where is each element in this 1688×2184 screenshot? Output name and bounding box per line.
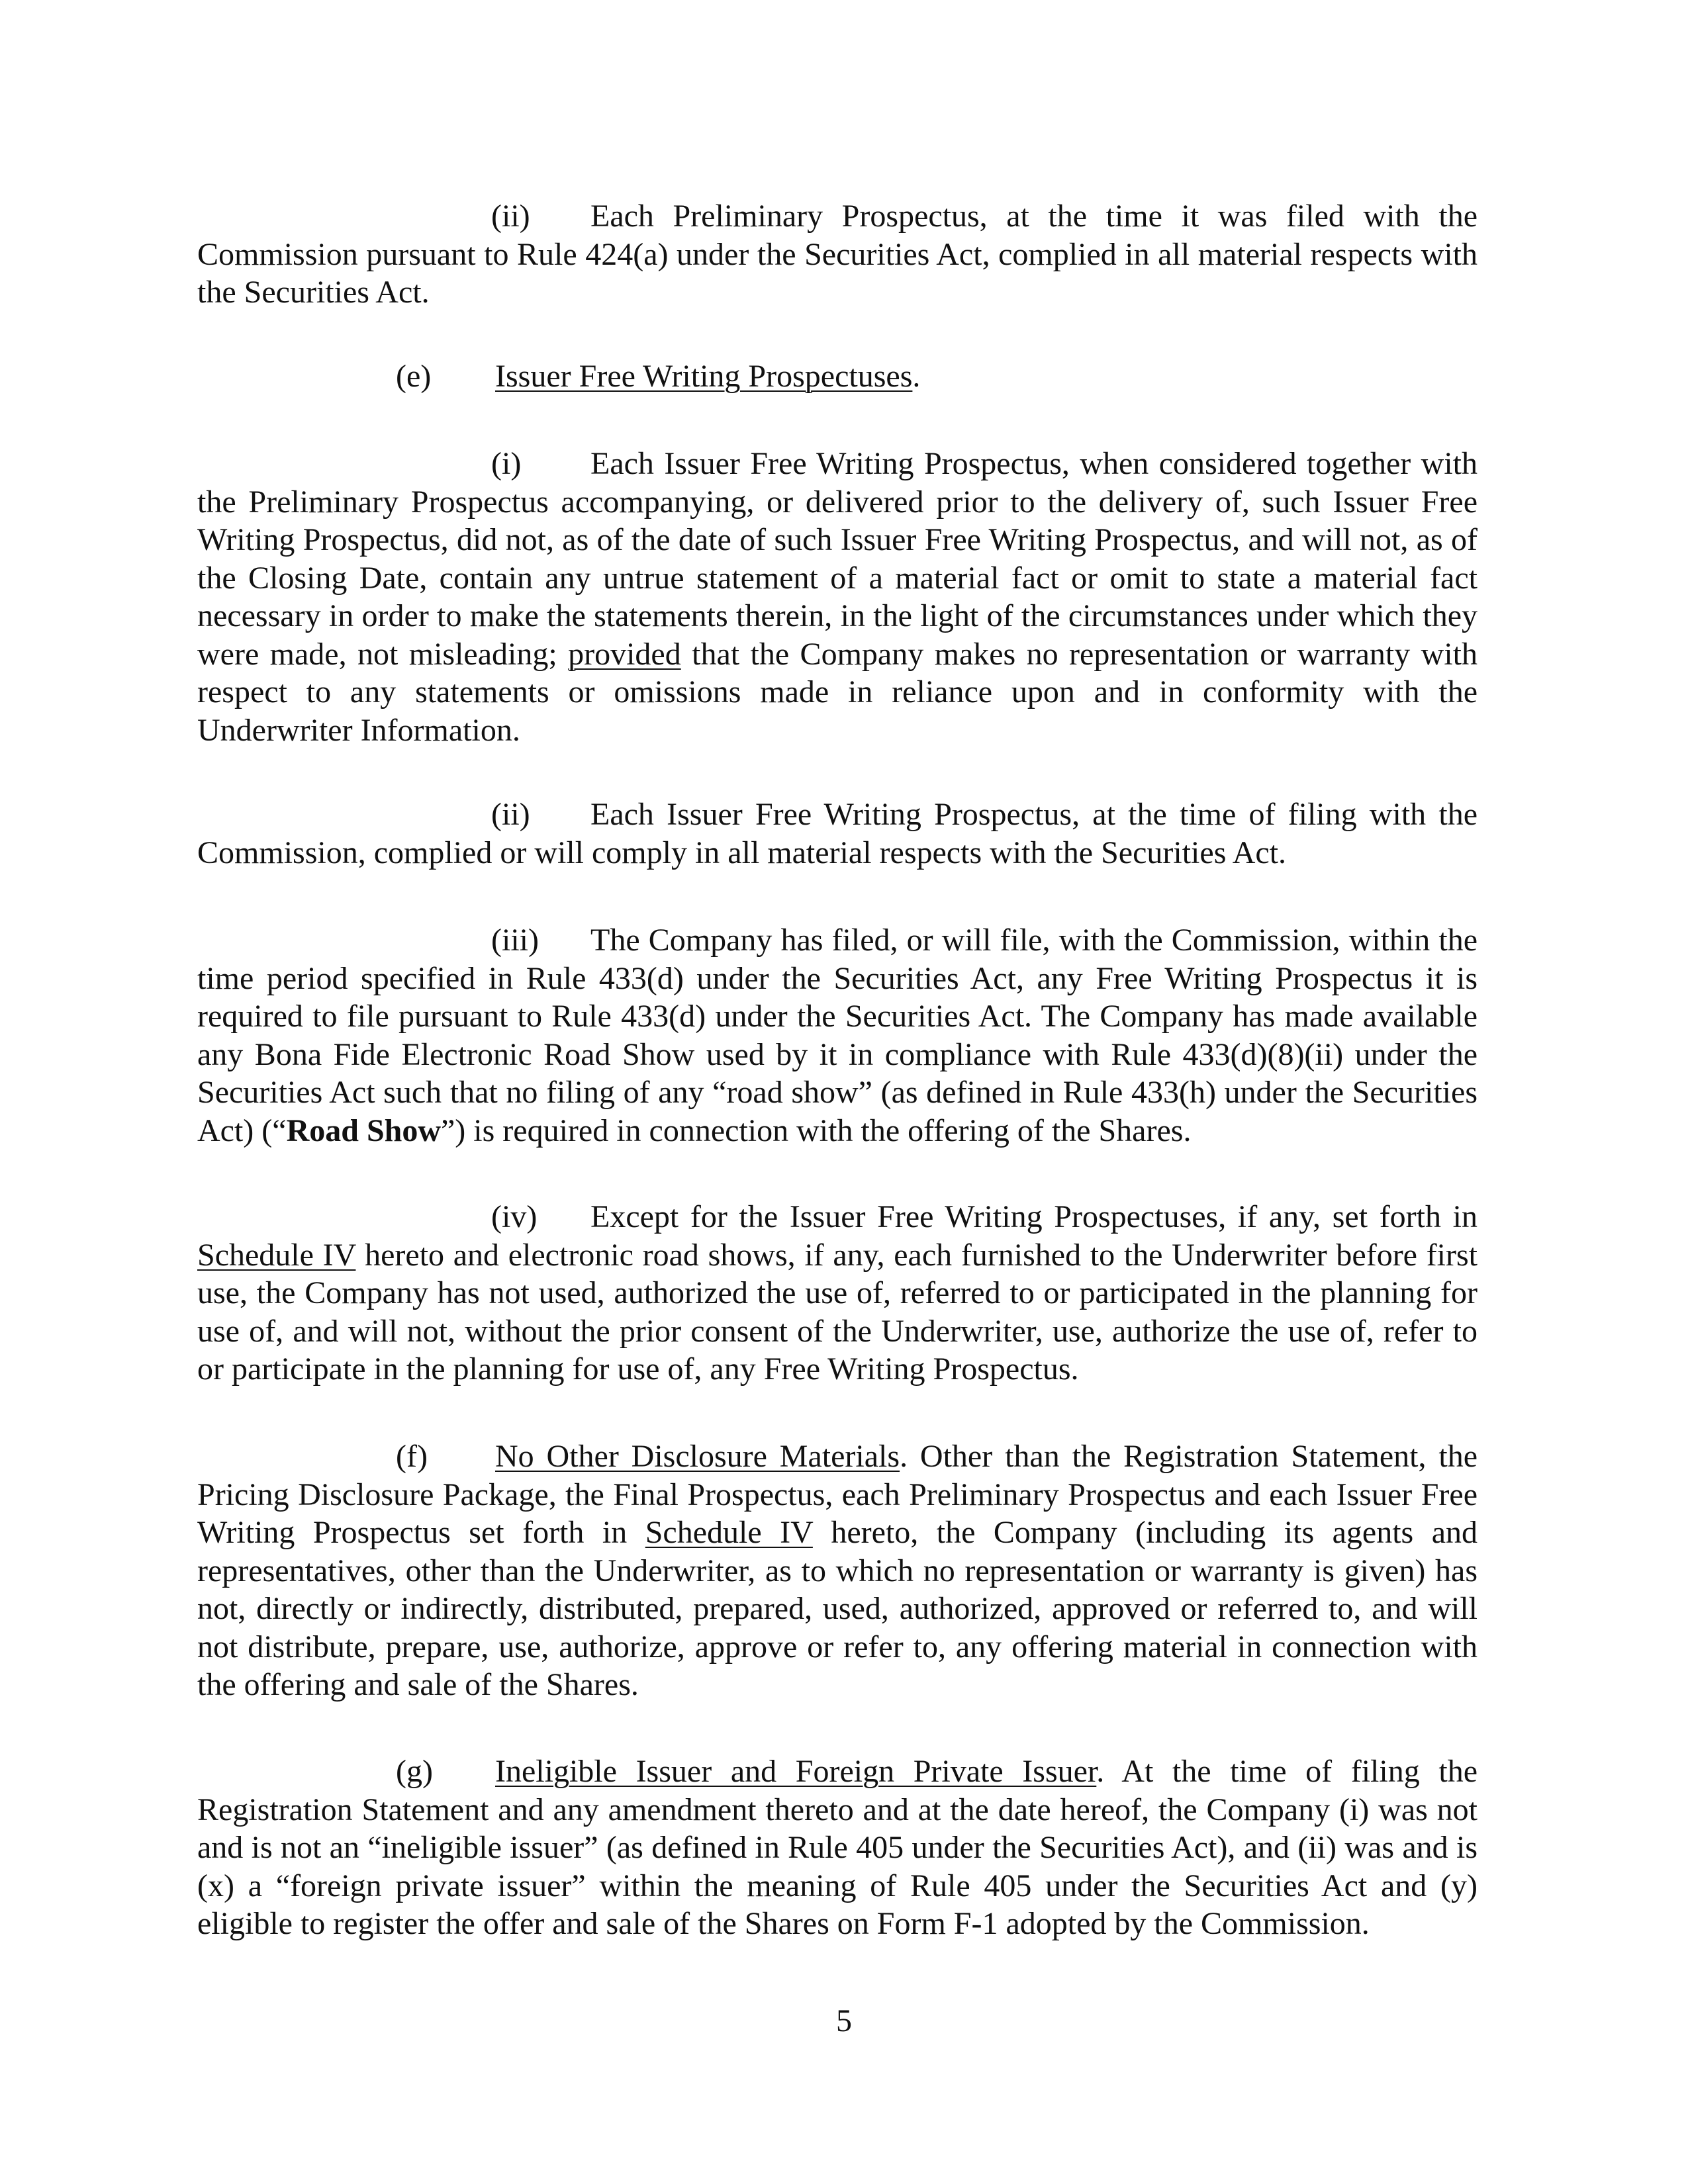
section-title: No Other Disclosure Materials bbox=[495, 1439, 900, 1474]
clause-number: (i) bbox=[491, 446, 522, 481]
paragraph-text-cont: hereto and electronic road shows, if any, each furnished to the Underwriter before first use, the Company has not used, authorized the use of, referred to or participated in the planning for use of, and will not, without the prior consent of the Underwriter, use, authorize the use of, refer to or participate in the planning for use of, any Free Writing Prospectus. bbox=[197, 1237, 1477, 1387]
section-title-end: . bbox=[912, 359, 921, 394]
paragraph-text: Each Issuer Free Writing Prospectus, when considered together with the Preliminary Prospectus accompanying, or delivered prior to the delivery of, such Issuer Free Writing Prospectus, did not, as of the date of such Issuer Free Writing Prospectus, and will not, as of the Closing Date, contain any untrue statement of a material fact or omit to state a material fact necessary in order to make the statements therein, in the light of the circumstances under which they were made, not misleading; bbox=[197, 446, 1477, 672]
paragraph-e-iii bbox=[197, 921, 1477, 1150]
section-number: (e) bbox=[396, 359, 432, 394]
provided-term: provided bbox=[568, 636, 681, 672]
paragraph-text-cont: that the Company makes no representation or warranty with respect to any statements or omissions made in reliance upon and in conformity with the Underwriter Information. bbox=[197, 636, 1477, 748]
paragraph-e-i bbox=[197, 445, 1477, 749]
section-title: Issuer Free Writing Prospectuses bbox=[495, 359, 913, 394]
paragraph-text-cont: hereto, the Company (including its agents and representatives, other than the Underwriter, as to which no representation or warranty is given) has not, directly or indirectly, distributed, prepared, used, authorized, approved or referred to, and will not distribute, prepare, use, authorize, approve or refer to, any offering material in connection with the offering and sale of the Shares. bbox=[197, 1515, 1477, 1702]
paragraph-text: Each Issuer Free Writing Prospectus, at the time of filing with the Commission, complied or will comply in all material respects with the Securities Act. bbox=[197, 797, 1477, 870]
paragraph-e-ii bbox=[197, 796, 1477, 872]
paragraph-text: Except for the Issuer Free Writing Prospectuses, if any, set forth in bbox=[590, 1199, 1477, 1234]
paragraph-d-ii bbox=[197, 197, 1477, 312]
paragraph-text: . At the time of filing the Registration Statement and any amendment thereto and at the date hereof, the Company (i) was not and is not an “ineligible issuer” (as defined in Rule 405 under the Securities Act), and (ii) was and is (x) a “foreign private issuer” within the meaning of Rule 405 under the Securities Act and (y) eligible to register the offer and sale of the Shares on Form F-1 adopted by the Commission. bbox=[197, 1754, 1478, 1941]
section-title: Ineligible Issuer and Foreign Private Issuer bbox=[495, 1754, 1097, 1789]
schedule-iv-reference: Schedule IV bbox=[645, 1515, 813, 1550]
paragraph-f bbox=[197, 1437, 1477, 1704]
road-show-term: Road Show bbox=[286, 1113, 441, 1148]
paragraph-g bbox=[197, 1752, 1477, 1943]
page-number: 5 bbox=[836, 2003, 852, 2038]
section-number: (f) bbox=[396, 1439, 428, 1474]
paragraph-text-cont: ”) is required in connection with the offering of the Shares. bbox=[441, 1113, 1192, 1148]
paragraph-text: The Company has filed, or will file, with the Commission, within the time period specified in Rule 433(d) under the Securities Act, any Free Writing Prospectus it is required to file pursuant to Rule 433(d) under the Securities Act. The Company has made available any Bona Fide Electronic Road Show used by it in compliance with Rule 433(d)(8)(ii) under the Securities Act such that no filing of any “road show” (as defined in Rule 433(h) under the Securities Act) (“ bbox=[197, 923, 1477, 1148]
clause-number: (ii) bbox=[491, 199, 530, 234]
paragraph-e-iv bbox=[197, 1198, 1477, 1388]
clause-number: (ii) bbox=[491, 797, 530, 832]
section-e-heading bbox=[197, 357, 1477, 396]
paragraph-text: Each Preliminary Prospectus, at the time it was filed with the Commission pursuant to Rule 424(a) under the Securities Act, complied in all material respects with the Securities Act. bbox=[197, 199, 1477, 310]
section-number: (g) bbox=[396, 1754, 433, 1789]
clause-number: (iv) bbox=[491, 1199, 538, 1234]
paragraph-text: . Other than the Registration Statement, the Pricing Disclosure Package, the Final Prospectus, each Preliminary Prospectus and each Issuer Free Writing Prospectus set forth in bbox=[197, 1439, 1477, 1550]
clause-number: (iii) bbox=[491, 923, 539, 958]
schedule-iv-reference: Schedule IV bbox=[197, 1237, 356, 1273]
